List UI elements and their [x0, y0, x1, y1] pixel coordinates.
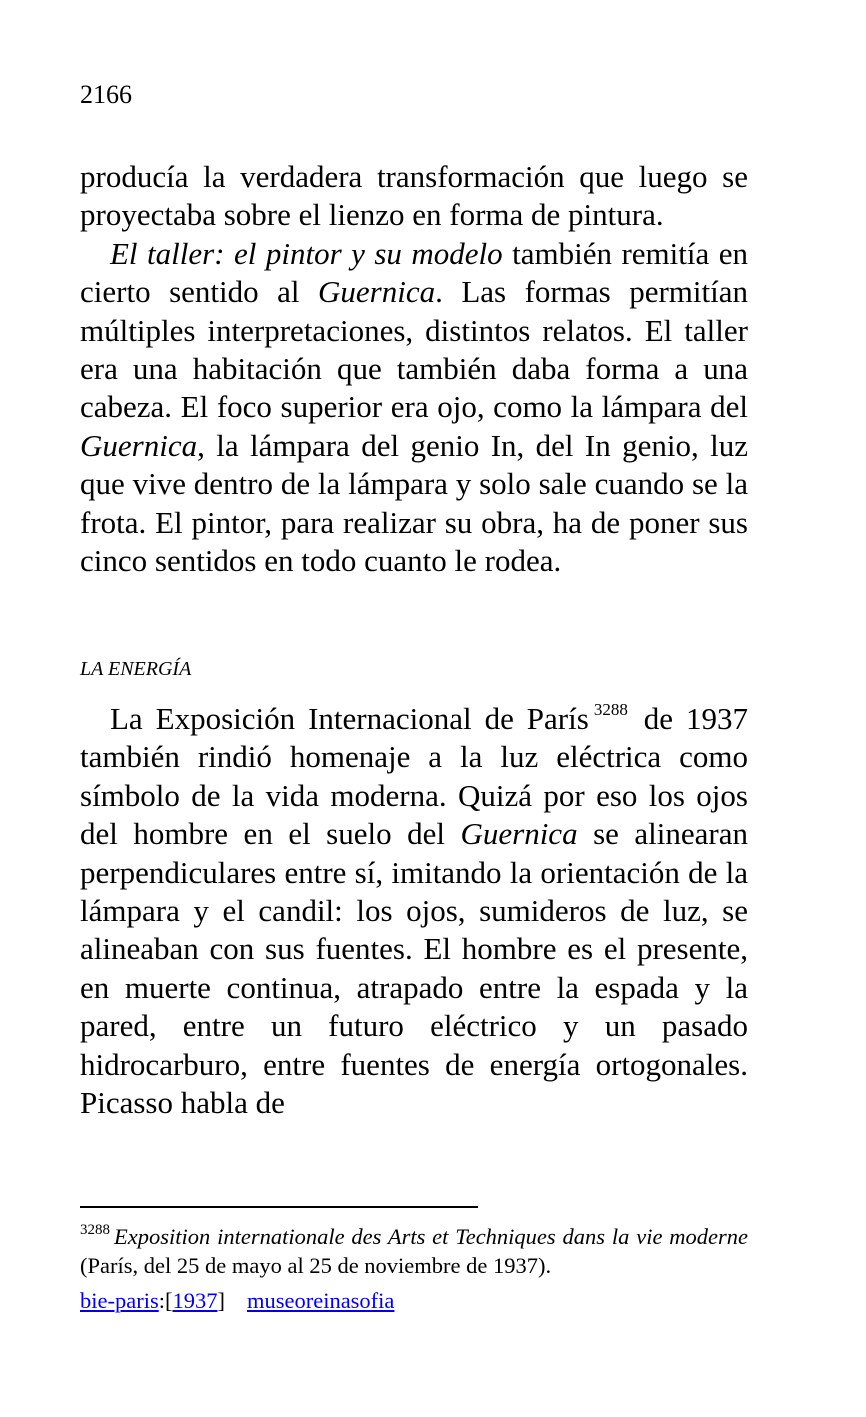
artwork-title: El taller: el pintor y su modelo	[110, 235, 503, 271]
footnote-divider	[80, 1206, 478, 1208]
link-museoreinasofia[interactable]: museoreinasofia	[246, 1288, 395, 1313]
paragraph-3-text-c: se alinearan perpendiculares entre sí, imitando la orientación de la lámpara y el candil: los ojos, sumideros de luz, se alineaban con sus fuentes. El hombre es el presente, en muerte continua, atrapado entre la espada y la pared, entre un futuro eléctrico y un pasado hidrocarburo, entre fuentes de energía ortogonales. Picasso habla de	[80, 816, 748, 1121]
link-separator-close: ]	[217, 1288, 225, 1313]
paragraph-3	[80, 700, 748, 1122]
paragraph-2-text-a: también remitía en cierto sentido al	[80, 235, 748, 310]
guernica-title-2: Guernica	[80, 427, 198, 463]
paragraph-2-text-c: , la lámpara del genio In, del In genio, luz que vive dentro de la lámpara y solo sale cuando se la frota. El pintor, para realizar su obra, ha de poner sus cinco sentidos en todo cuanto le rodea.	[80, 427, 748, 579]
paragraph-2	[80, 235, 748, 581]
link-bie-paris[interactable]: bie-paris	[80, 1288, 159, 1313]
footnote-number: 3288	[80, 1222, 110, 1238]
paragraph-3-text-b: de 1937 también rindió homenaje a la luz eléctrica como símbolo de la vida moderna. Quizá por eso los ojos del hombre en el suelo del	[80, 701, 748, 852]
link-1937[interactable]: 1937	[172, 1288, 218, 1313]
page-number: 2166	[80, 80, 132, 109]
footnote-links	[80, 1286, 394, 1315]
link-separator-open: :[	[158, 1288, 173, 1313]
footnote-text: (París, del 25 de mayo al 25 de noviembre de 1937).	[80, 1253, 552, 1278]
body-text-bottom	[80, 700, 748, 1122]
guernica-title-3: Guernica	[460, 816, 578, 852]
paragraph-2-text-b: . Las formas permitían múltiples interpretaciones, distintos relatos. El taller era una habitación que también daba forma a una cabeza. El foco superior era ojo, como la lámpara del	[80, 274, 748, 425]
guernica-title-1: Guernica	[318, 274, 436, 310]
section-title: LA ENERGÍA	[80, 658, 192, 680]
footnote-italic-title: Exposition internationale des Arts et Techniques dans la vie moderne	[114, 1224, 748, 1249]
body-text-top	[80, 158, 748, 580]
paragraph-3-text-a: La Exposición Internacional de París	[110, 701, 589, 736]
footnote	[80, 1222, 748, 1280]
footnote-reference[interactable]: 3288	[593, 700, 628, 719]
paragraph-1-text: producía la verdadera transformación que luego se proyectaba sobre el lienzo en forma de pintura.	[80, 159, 748, 233]
paragraph-1	[80, 158, 748, 235]
